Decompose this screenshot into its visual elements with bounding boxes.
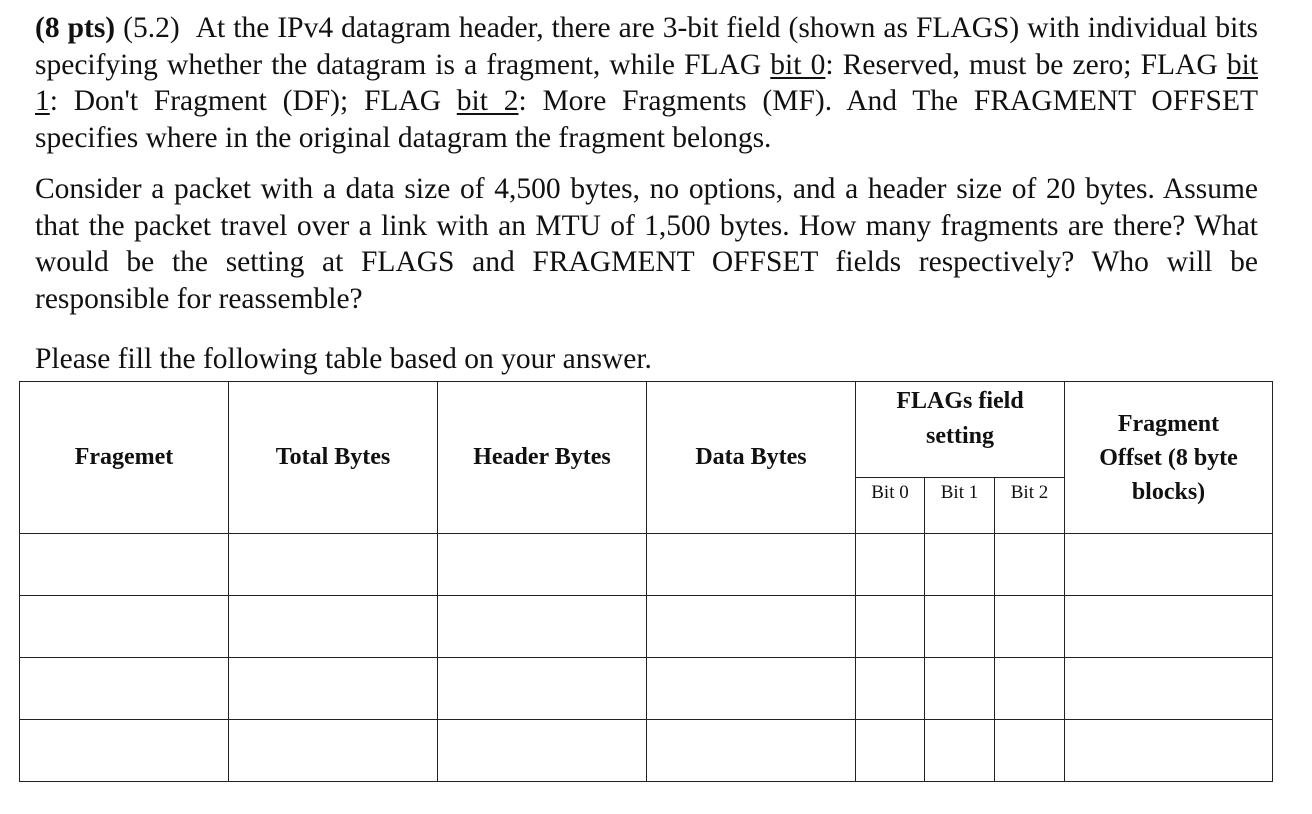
total-bytes-cell[interactable] (229, 720, 438, 782)
points-label: (8 pts) (35, 12, 116, 44)
offset-header-line2: Offset (8 byte (1099, 444, 1238, 471)
data-bytes-cell[interactable] (647, 534, 856, 596)
bit1-cell[interactable] (925, 720, 995, 782)
total-bytes-cell[interactable] (229, 596, 438, 658)
intro-text-c: : Don't Fragment (DF); FLAG (49, 85, 457, 117)
bit1-cell[interactable] (925, 596, 995, 658)
header-header-bytes: Header Bytes (438, 382, 647, 534)
bit0-cell[interactable] (856, 720, 925, 782)
bit1-reference: bit 1 (35, 48, 1258, 117)
total-bytes-cell[interactable] (229, 534, 438, 596)
header-fragment-offset (1065, 382, 1273, 534)
table-row (20, 596, 1273, 658)
intro-text-b: : Reserved, must be zero; FLAG (825, 48, 1227, 81)
header-bytes-cell[interactable] (438, 720, 647, 782)
header-bytes-cell[interactable] (438, 658, 647, 720)
bit2-cell[interactable] (995, 534, 1065, 596)
flags-header-line1: FLAGs field (896, 388, 1024, 414)
offset-header-line1: Fragment (1117, 410, 1220, 437)
fragment-offset-cell[interactable] (1065, 596, 1273, 658)
header-bytes-cell[interactable] (438, 534, 647, 596)
bit2-cell[interactable] (995, 720, 1065, 782)
section-number: (5.2) (123, 12, 180, 44)
bit0-cell[interactable] (856, 534, 925, 596)
bit0-cell[interactable] (856, 658, 925, 720)
answer-table (19, 381, 1273, 782)
fragment-cell[interactable] (20, 720, 229, 782)
bit0-reference: bit 0 (770, 48, 826, 81)
fragment-cell[interactable] (20, 596, 229, 658)
bit0-cell[interactable] (856, 596, 925, 658)
fragment-offset-cell[interactable] (1065, 720, 1273, 782)
header-bit1: Bit 1 (925, 478, 995, 534)
header-total-bytes: Total Bytes (229, 382, 438, 534)
flags-header-line2: setting (926, 423, 994, 449)
header-data-bytes: Data Bytes (647, 382, 856, 534)
header-bytes-cell[interactable] (438, 596, 647, 658)
header-flags-field (856, 382, 1065, 478)
offset-header-line3: blocks) (1131, 478, 1206, 505)
header-fragment: Fragemet (20, 382, 229, 534)
table-row (20, 534, 1273, 596)
data-bytes-cell[interactable] (647, 720, 856, 782)
header-bit0: Bit 0 (856, 478, 925, 534)
bit1-cell[interactable] (925, 658, 995, 720)
bit2-cell[interactable] (995, 658, 1065, 720)
question-intro (35, 10, 1258, 156)
intro-text-a: At the IPv4 datagram header, there are 3-bit field (shown as FLAGS) with individual bits specifying whether the datagram is a fragment, while FLAG (35, 12, 1259, 81)
bit2-reference: bit 2 (456, 85, 519, 117)
data-bytes-cell[interactable] (647, 596, 856, 658)
intro-text-d: : More Fragments (MF). And The FRAGMENT OFFSET specifies where in the original datagram the fragment belongs. (35, 85, 1258, 154)
table-instruction: Please fill the following table based on your answer. (35, 343, 652, 375)
fragment-offset-cell[interactable] (1065, 534, 1273, 596)
data-bytes-cell[interactable] (647, 658, 856, 720)
fragment-cell[interactable] (20, 534, 229, 596)
fragment-cell[interactable] (20, 658, 229, 720)
bit2-cell[interactable] (995, 596, 1065, 658)
total-bytes-cell[interactable] (229, 658, 438, 720)
table-row (20, 658, 1273, 720)
question-scenario: Consider a packet with a data size of 4,500 bytes, no options, and a header size of 20 bytes. Assume that the packet travel over a link with an MTU of 1,500 bytes. How many fragments are there? What would be the setting at FLAGS and FRAGMENT OFFSET fields respectively? Who will be responsible for reassemble? (35, 173, 1258, 315)
bit1-cell[interactable] (925, 534, 995, 596)
table-row (20, 720, 1273, 782)
header-bit2: Bit 2 (995, 478, 1065, 534)
fragment-offset-cell[interactable] (1065, 658, 1273, 720)
